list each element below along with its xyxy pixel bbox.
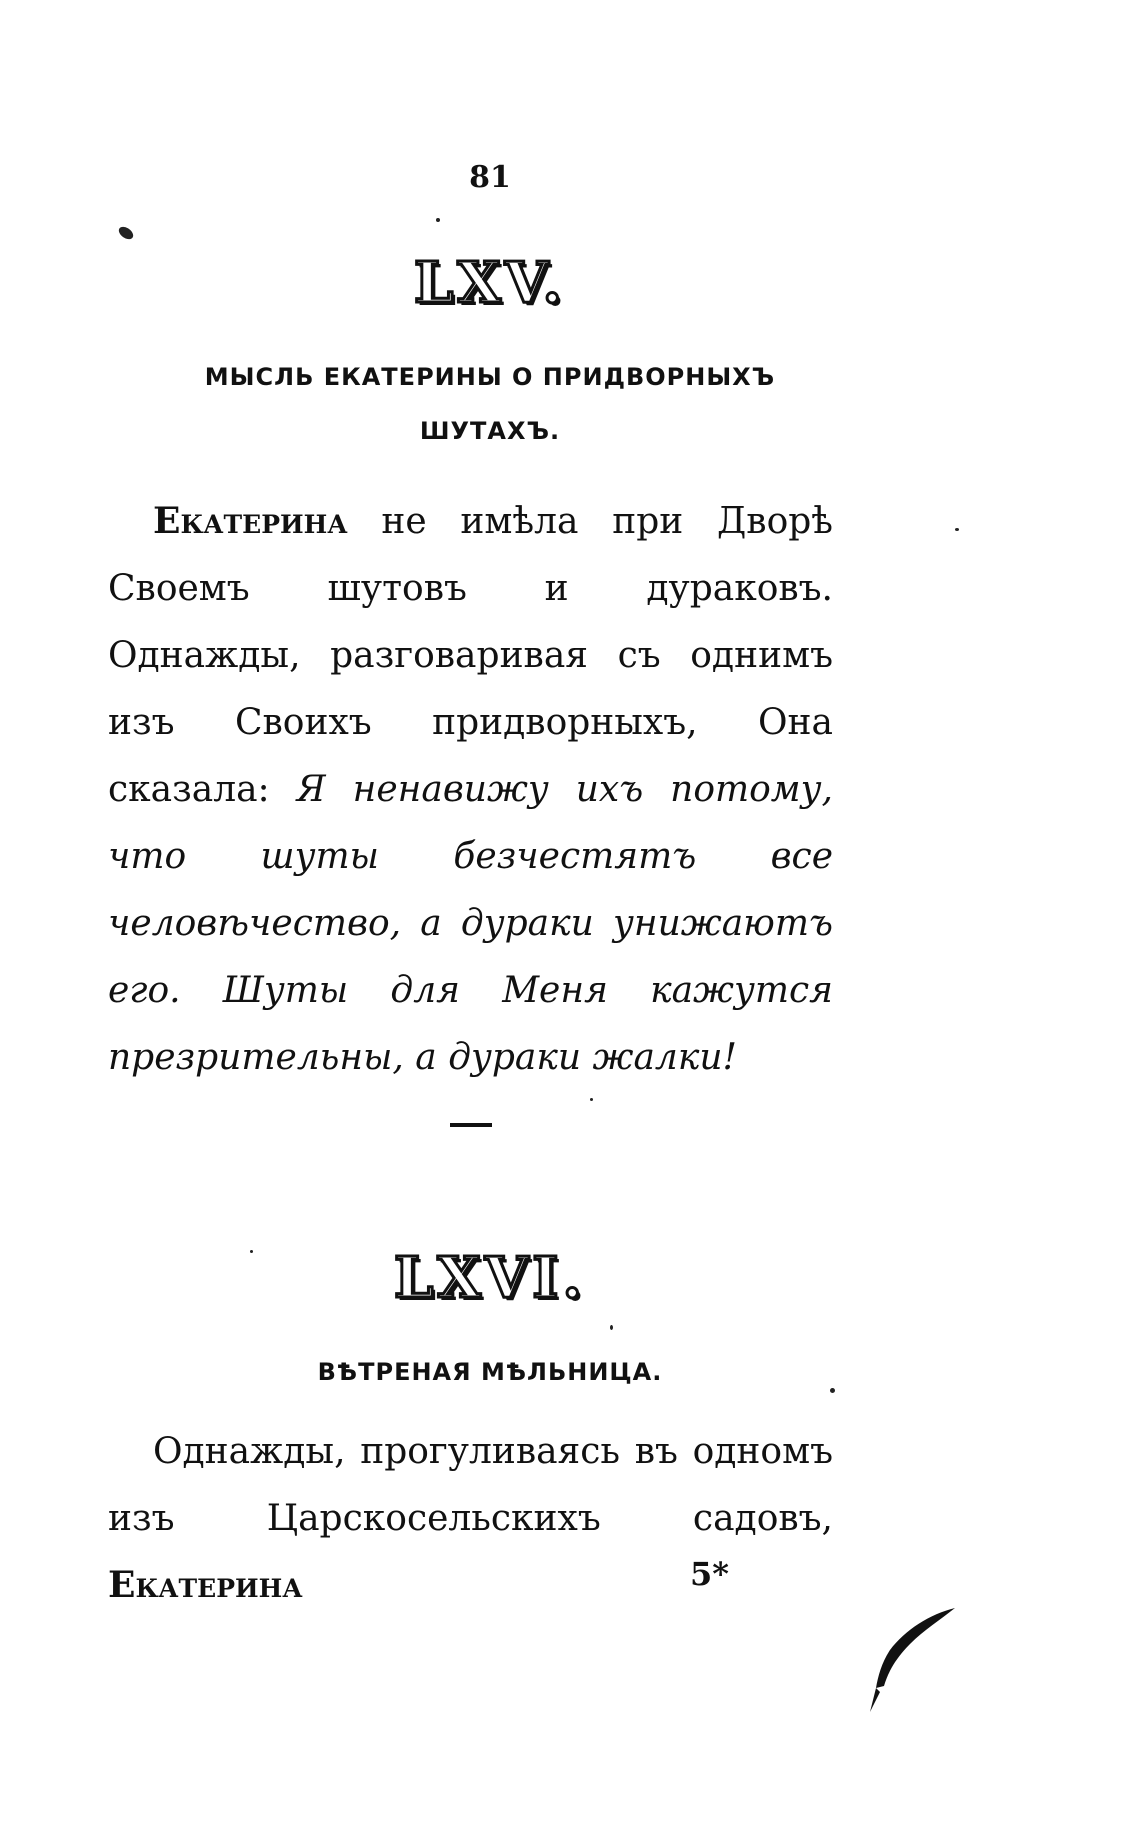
section-divider: [450, 1123, 492, 1127]
printer-signature-mark: 5*: [690, 1555, 729, 1593]
section-body-65: [108, 488, 833, 1091]
section-title-65-line2: ШУТАХЪ.: [419, 417, 561, 445]
scan-speck: [250, 1250, 253, 1253]
body-roman-text-2: Однажды, прогуливаясь въ одномъ изъ Царскосельскихъ садовъ,: [108, 1431, 833, 1539]
ink-blot-mark: [860, 1600, 960, 1720]
scan-speck: [117, 224, 136, 241]
section-numeral-65: LXV.: [414, 250, 566, 316]
scan-speck: [436, 218, 440, 222]
body-roman-text: не имѣла при Дворѣ Своемъ шутовъ и дураковъ. Однажды, разговаривая съ однимъ изъ Своихъ придворныхъ, Она сказала:: [108, 501, 833, 810]
section-title-66: ВѢТРЕНАЯ МѢЛЬНИЦА.: [317, 1358, 663, 1386]
section-title-65-line1: МЫСЛЬ ЕКАТЕРИНЫ О ПРИДВОРНЫХЪ: [204, 363, 776, 391]
section-title-65: [120, 350, 860, 458]
body-caps-name-2: Екатерина: [108, 1564, 303, 1606]
body-caps-name: Екатерина: [153, 500, 348, 542]
page-number: 81: [469, 160, 511, 195]
scan-speck: [955, 528, 959, 531]
scan-speck: [830, 1388, 835, 1393]
scan-speck: [590, 1098, 593, 1101]
section-numeral-66: LXVI.: [394, 1245, 586, 1311]
body-italic-quote: Я ненавижу ихъ потому, что шуты безчестятъ все человѣчество, а дураки унижаютъ его. Шуты для Меня кажутся презрительны, а дураки жалки!: [108, 769, 833, 1078]
scan-speck: [610, 1325, 613, 1330]
